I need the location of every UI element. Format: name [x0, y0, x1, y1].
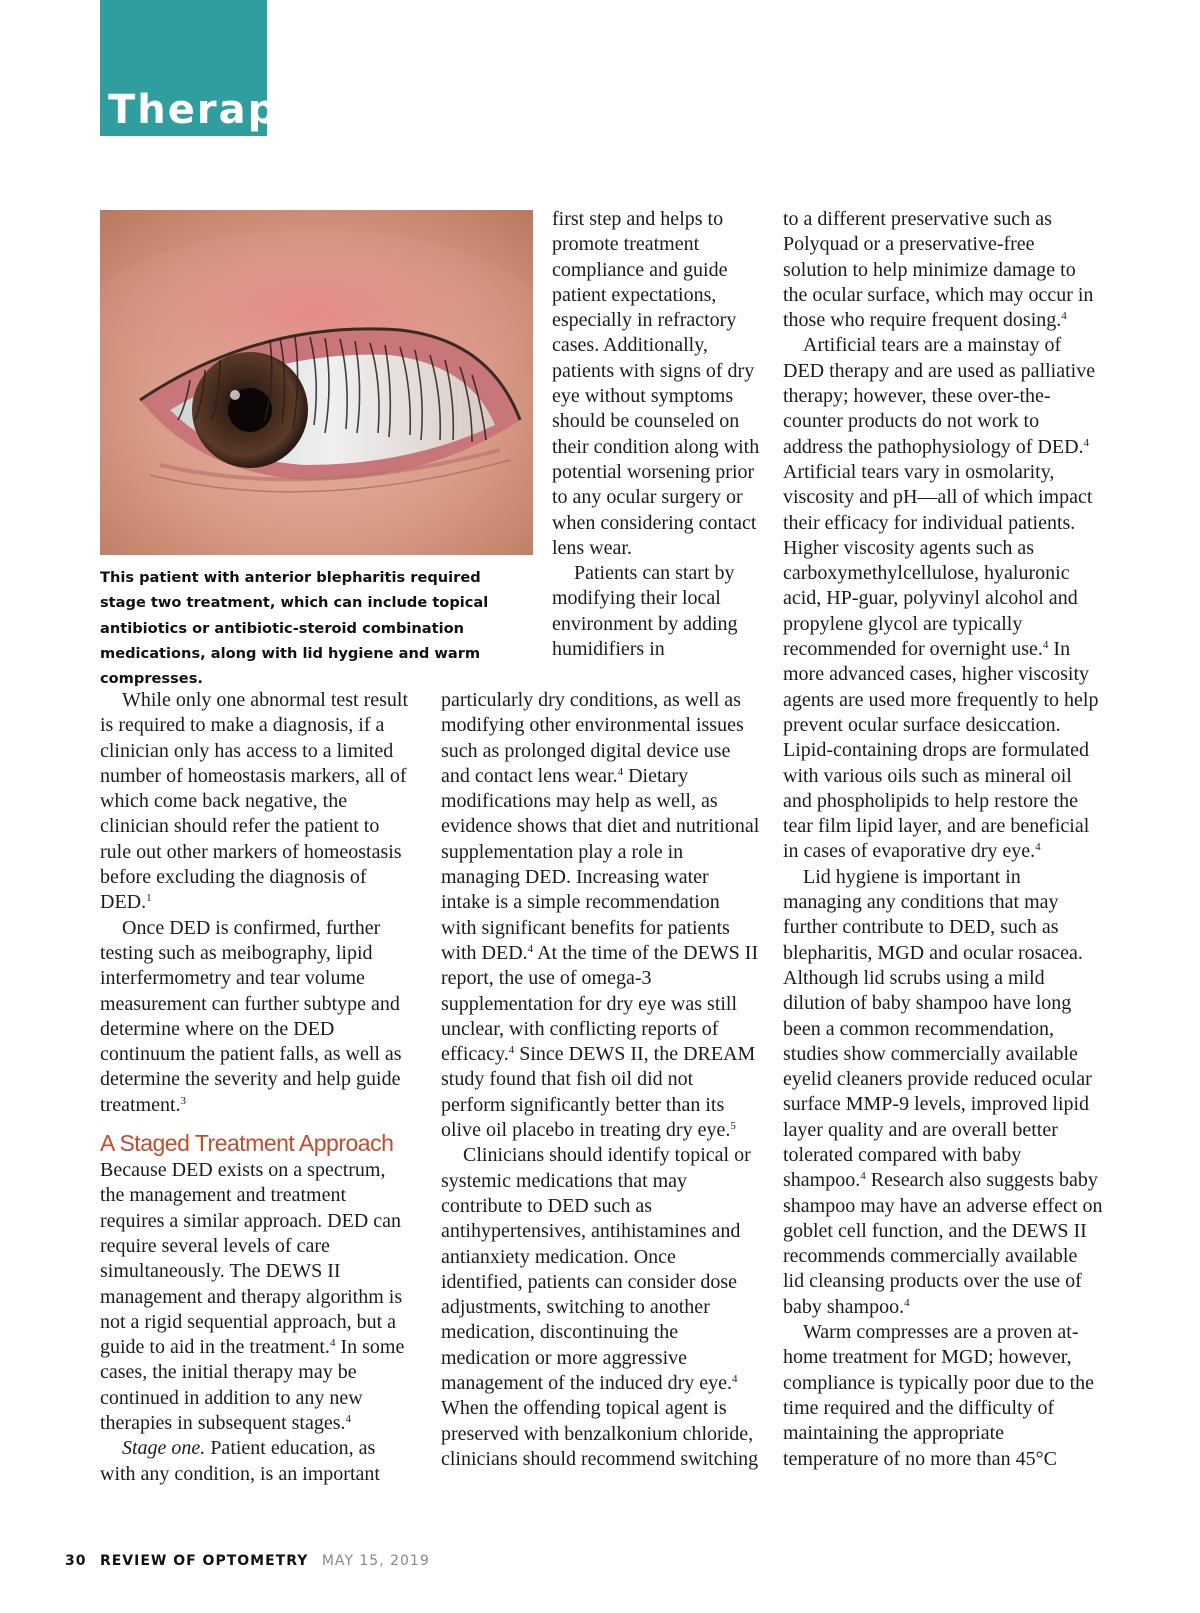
- paragraph: Because DED exists on a spectrum, the management and treatment requires a similar approach. DED can require several levels of care simultaneously. The DEWS II management and therapy algorithm is not a rigid sequential approach, but a guide to aid in the treatment.$^4$ In some cases, the initial therapy may be continued in addition to any new therapies in subsequent stages.$^4$: [100, 1159, 405, 1435]
- eye-photo: [100, 210, 533, 555]
- column-right: [783, 207, 1103, 1472]
- paragraph: Once DED is confirmed, further testing such as meibography, lipid interfermometry and tear volume measurement can further subtype and determine where on the DED continuum the patient falls, as well as determine the severity and help guide treatment.$^3$: [100, 916, 402, 1116]
- paragraph: particularly dry conditions, as well as modifying other environmental issues such as prolonged digital device use and contact lens wear.$^4$ Dietary modifications may help as well, as evidence shows that diet and nutritional supplementation play a role in managing DED. Increasing water intake is a simple recommendation with significant benefits for patients with DED.$^4$ At the time of the DEWS II report, the use of omega-3 supplementation for dry eye was still unclear, with conflicting reports of efficacy.$^4$ Since DEWS II, the DREAM study found that fish oil did not perform significantly better than its olive oil placebo in treating dry eye.$^5$: [441, 689, 760, 1142]
- section-heading: A Staged Treatment Approach: [100, 1130, 394, 1157]
- paragraph: Lid hygiene is important in managing any conditions that may further contribute to DED, such as blepharitis, MGD and ocular rosacea. Although lid scrubs using a mild dilution of baby shampoo have long been a common recommendation, studies show commercially available eyelid cleaners provide reduced ocular surface MMP-9 levels, improved lipid layer quality and are overall better tolerated compared with baby shampoo.$^4$ Research also suggests baby shampoo may have an adverse effect on goblet cell function, and the DEWS II recommends commercially available lid cleansing products over the use of baby shampoo.$^4$: [783, 865, 1103, 1318]
- paragraph: Artificial tears are a mainstay of DED therapy and are used as palliative therapy; however, these over-the-counter products do not work to address the pathophysiology of DED.$^4$ Artificial tears vary in osmolarity, viscosity and pH—all of which impact their efficacy for individual patients. Higher viscosity agents such as carboxymethylcellulose, hyaluronic acid, HP-guar, polyvinyl alcohol and propylene glycol are typically recommended for overnight use.$^4$ In more advanced cases, higher viscosity agents are used more frequently to help prevent ocular surface desiccation. Lipid-containing drops are formulated with various oils such as mineral oil and phospholipids to help restore the tear film lipid layer, and are beneficial in cases of evaporative dry eye.$^4$: [783, 334, 1099, 863]
- paragraph: first step and helps to promote treatment compliance and guide patient expectations, especially in refractory cases. Additionally, patients with signs of dry eye without symptoms should be counseled on their condition along with potential worsening prior to any ocular surgery or when considering contact lens wear.: [552, 208, 760, 559]
- paragraph: Clinicians should identify topical or systemic medications that may contribute to DED such as antihypertensives, antihistamines and antianxiety medication. Once identified, patients can consider dose adjustments, switching to another medication, discontinuing the medication or more aggressive management of the induced dry eye.$^4$ When the offending topical agent is preserved with benzalkonium chloride, clinicians should recommend switching: [441, 1144, 759, 1470]
- column-left: [100, 688, 412, 1487]
- section-label: Therapy: [108, 87, 307, 133]
- column-middle-bottom: [441, 688, 760, 1472]
- paragraph: Stage one. Patient education, as with any condition, is an important: [100, 1437, 380, 1485]
- paragraph: Patients can start by modifying their local environment by adding humidifiers in: [552, 562, 738, 661]
- magazine-name: REVIEW OF OPTOMETRY: [99, 1553, 309, 1569]
- page-footer: [65, 1553, 430, 1569]
- paragraph: Warm compresses are a proven at-home treatment for MGD; however, compliance is typically poor due to the time required and the difficulty of maintaining the appropriate temperature of no more than 45°C: [783, 1321, 1095, 1470]
- photo-caption: This patient with anterior blepharitis required stage two treatment, which can include topical antibiotics or antibiotic-steroid combination medications, along with lid hygiene and warm compresses.: [100, 569, 489, 688]
- paragraph: While only one abnormal test result is required to make a diagnosis, if a clinician only has access to a limited number of homeostasis markers, all of which come back negative, the clinician should refer the patient to rule out other markers of homeostasis before excluding the diagnosis of DED.$^1$: [100, 689, 409, 914]
- issue-date: MAY 15, 2019: [321, 1553, 430, 1569]
- section-tab: [100, 0, 307, 136]
- column-middle-top: [552, 207, 760, 662]
- page-number: 30: [65, 1553, 87, 1569]
- paragraph: to a different preservative such as Polyquad or a preservative-free solution to help minimize damage to the ocular surface, which may occur in those who require frequent dosing.$^4$: [783, 208, 1094, 332]
